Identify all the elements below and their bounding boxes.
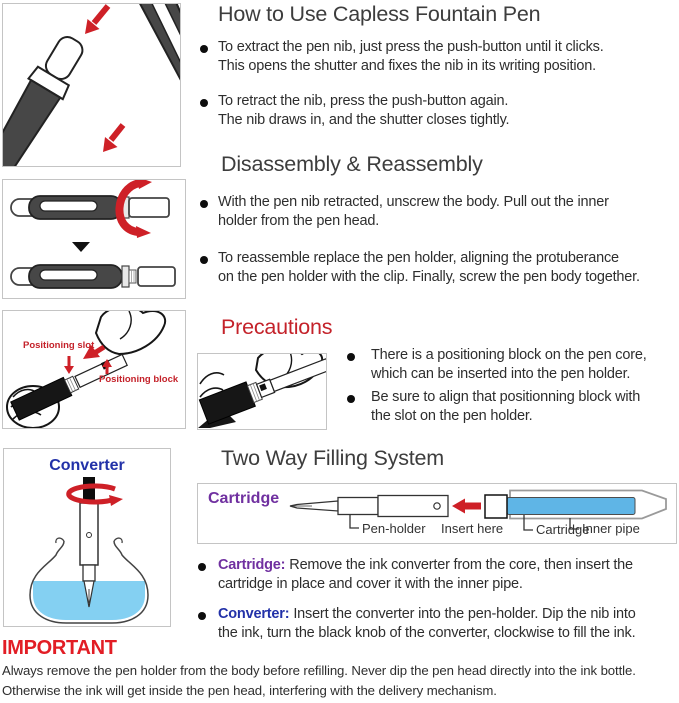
- inner-pipe-label: Inner pipe: [582, 521, 640, 536]
- nib-direction-arrow-icon: [103, 125, 123, 152]
- filling-title: Two Way Filling System: [221, 446, 444, 470]
- usage-bullet-2: To retract the nib, press the push-button again. The nib draws in, and the shutter closes tightly.: [218, 93, 510, 128]
- bullet-icon: [200, 200, 208, 208]
- bullet-icon: [198, 612, 206, 620]
- important-line-1: Always remove the pen holder from the body before refilling. Never dip the pen head directly into the ink bottle.: [2, 663, 636, 678]
- positioning-drawing: [3, 311, 185, 428]
- insert-here-label: Insert here: [441, 521, 504, 536]
- illustration-converter: [3, 448, 171, 627]
- bullet-icon: [347, 353, 355, 361]
- illustration-insert-core: [197, 353, 327, 430]
- down-triangle-icon: [72, 242, 90, 252]
- cartridge-label: Cartridge: [536, 522, 590, 537]
- press-button-arrow-icon: [85, 6, 108, 34]
- pen-holder-shape: [290, 496, 448, 517]
- precautions-title: Precautions: [221, 315, 333, 339]
- bullet-icon: [200, 256, 208, 264]
- pen-with-nib: [137, 4, 180, 159]
- cartridge-diagram-heading: Cartridge: [208, 490, 280, 507]
- illustration-unscrew-body: [2, 179, 186, 299]
- insert-arrow-icon: [452, 499, 481, 514]
- pen-with-button: [3, 30, 92, 166]
- insert-core-drawing: [198, 354, 326, 429]
- slot-pointer-arrow-icon: [64, 356, 74, 374]
- important-line-2: Otherwise the ink will get inside the pen head, interfering with the delivery mechanism.: [2, 683, 497, 698]
- converter-bullet: Converter: Insert the converter into the pen-holder. Dip the nib into the ink, turn the black knob of the converter, clockwise to fill the ink.: [218, 606, 636, 641]
- converter-heading: Converter: [49, 457, 125, 474]
- disassembly-bullet-1: With the pen nib retracted, unscrew the body. Pull out the inner holder from the pen head.: [218, 194, 609, 229]
- usage-bullet-1: To extract the pen nib, just press the push-button until it clicks. This opens the shutter and fixes the nib in its writing position.: [218, 39, 604, 74]
- knob-rotate-arrow-icon: [69, 486, 123, 506]
- pen-assembled: [11, 196, 169, 219]
- pen-unscrew-drawing: [3, 180, 185, 298]
- positioning-slot-label: Positioning slot: [23, 340, 95, 351]
- disassembly-title: Disassembly & Reassembly: [221, 152, 483, 176]
- cartridge-cap-shape: [485, 495, 507, 518]
- bullet-icon: [200, 45, 208, 53]
- pen-holder-label: Pen-holder: [362, 521, 426, 536]
- pen-extract-retract-drawing: [3, 4, 180, 166]
- precautions-bullet-2: Be sure to align that positionning block with the slot on the pen holder.: [371, 389, 641, 424]
- disassembly-bullet-2: To reassemble replace the pen holder, aligning the protuberance on the pen holder with the clip. Finally, screw the pen body together.: [218, 250, 640, 285]
- important-title: IMPORTANT: [2, 637, 117, 659]
- cartridge-shape: [507, 498, 635, 515]
- precautions-bullet-1: There is a positioning block on the pen core, which can be inserted into the pen holder.: [371, 347, 647, 382]
- positioning-block-label: Positioning block: [99, 374, 179, 385]
- bullet-icon: [198, 563, 206, 571]
- converter-term: Converter:: [218, 606, 290, 622]
- right-hand: [96, 311, 165, 354]
- converter-drawing: [4, 449, 170, 626]
- pen-unscrewed: [11, 265, 175, 288]
- illustration-extract-retract: [2, 3, 181, 167]
- cartridge-diagram: [197, 483, 677, 544]
- usage-title: How to Use Capless Fountain Pen: [218, 2, 541, 26]
- illustration-positioning: [2, 310, 186, 429]
- cartridge-term: Cartridge:: [218, 557, 286, 573]
- cartridge-bullet: Cartridge: Remove the ink converter from the core, then insert the cartridge in place and cover it with the inner pipe.: [218, 557, 633, 592]
- bullet-icon: [200, 99, 208, 107]
- bullet-icon: [347, 395, 355, 403]
